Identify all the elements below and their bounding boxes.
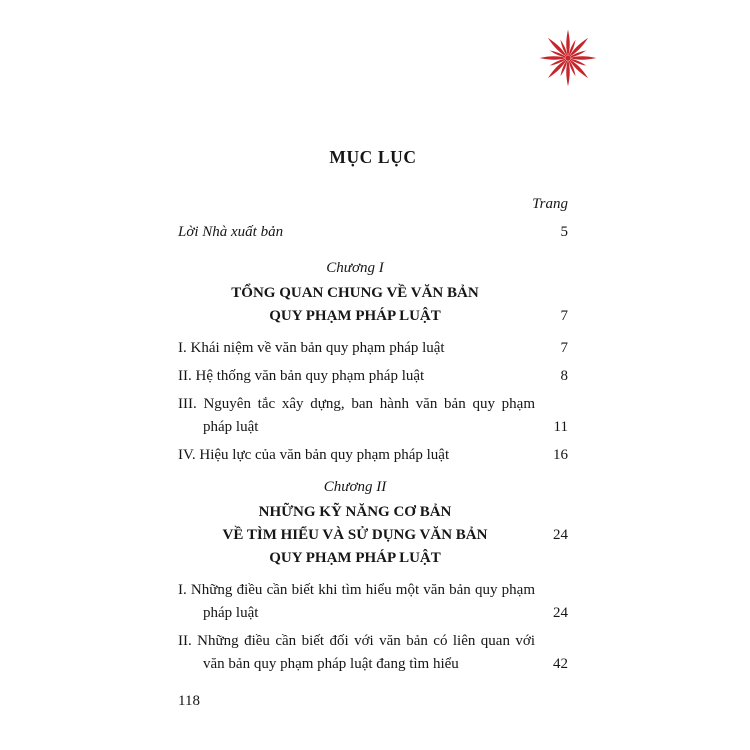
toc-entry-label: IV. Hiệu lực của văn bản quy phạm pháp luật — [178, 447, 450, 463]
toc-entry — [178, 579, 568, 625]
chapter-page: 24 — [553, 527, 568, 543]
chapter-title-line: VỀ TÌM HIỂU VÀ SỬ DỤNG VĂN BẢN — [222, 527, 488, 543]
toc-entry-page: 8 — [560, 368, 568, 384]
chapter-entries — [178, 337, 568, 467]
toc-entry-page: 5 — [560, 224, 568, 240]
chapter-title — [178, 282, 532, 328]
chapter-title-row — [178, 282, 568, 328]
chapter-page: 7 — [560, 308, 568, 324]
toc-entry-label: II. Hệ thống văn bản quy phạm pháp luật — [178, 368, 425, 384]
chapter-2-block — [178, 476, 568, 676]
chapter-title-line: TỔNG QUAN CHUNG VỀ VĂN BẢN — [231, 285, 479, 301]
chapter-label: Chương I — [326, 260, 384, 276]
chapter-title-line: NHỮNG KỸ NĂNG CƠ BẢN — [258, 504, 452, 520]
toc-entry — [178, 393, 568, 439]
folio-page-number: 118 — [178, 693, 200, 709]
toc-entry-label: III. Nguyên tắc xây dựng, ban hành văn bản quy phạm pháp luật — [178, 396, 535, 435]
toc-entry — [178, 630, 568, 676]
toc-entry — [178, 365, 568, 388]
toc-entry-page: 24 — [553, 605, 568, 621]
toc-entry — [178, 444, 568, 467]
chapter-title — [178, 501, 532, 570]
toc-entry-page: 42 — [553, 656, 568, 672]
toc-entry-page: 11 — [553, 419, 568, 435]
toc-entry — [178, 337, 568, 360]
toc-entry-page: 7 — [560, 340, 568, 356]
toc-entry-label: II. Những điều cần biết đối với văn bản có liên quan với văn bản quy phạm pháp luật đang tìm hiểu — [178, 633, 535, 672]
table-of-contents — [178, 146, 568, 681]
chapter-title-line: QUY PHẠM PHÁP LUẬT — [269, 550, 441, 566]
chapter-title-line: QUY PHẠM PHÁP LUẬT — [269, 308, 441, 324]
chapter-1-block — [178, 257, 568, 467]
toc-entry-label: I. Những điều cần biết khi tìm hiểu một văn bản quy phạm pháp luật — [178, 582, 535, 621]
toc-entry-page: 16 — [553, 447, 568, 463]
page-column-header: Trang — [532, 196, 568, 212]
chapter-entries — [178, 579, 568, 676]
toc-entry-label: I. Khái niệm về văn bản quy phạm pháp luật — [178, 340, 445, 356]
page-title: MỤC LỤC — [329, 147, 417, 167]
chapter-label: Chương II — [323, 479, 387, 495]
chapter-title-row — [178, 501, 568, 570]
toc-entry-label: Lời Nhà xuất bản — [178, 224, 284, 240]
publisher-star-logo-icon — [539, 26, 597, 90]
toc-entry-frontmatter — [178, 221, 568, 244]
